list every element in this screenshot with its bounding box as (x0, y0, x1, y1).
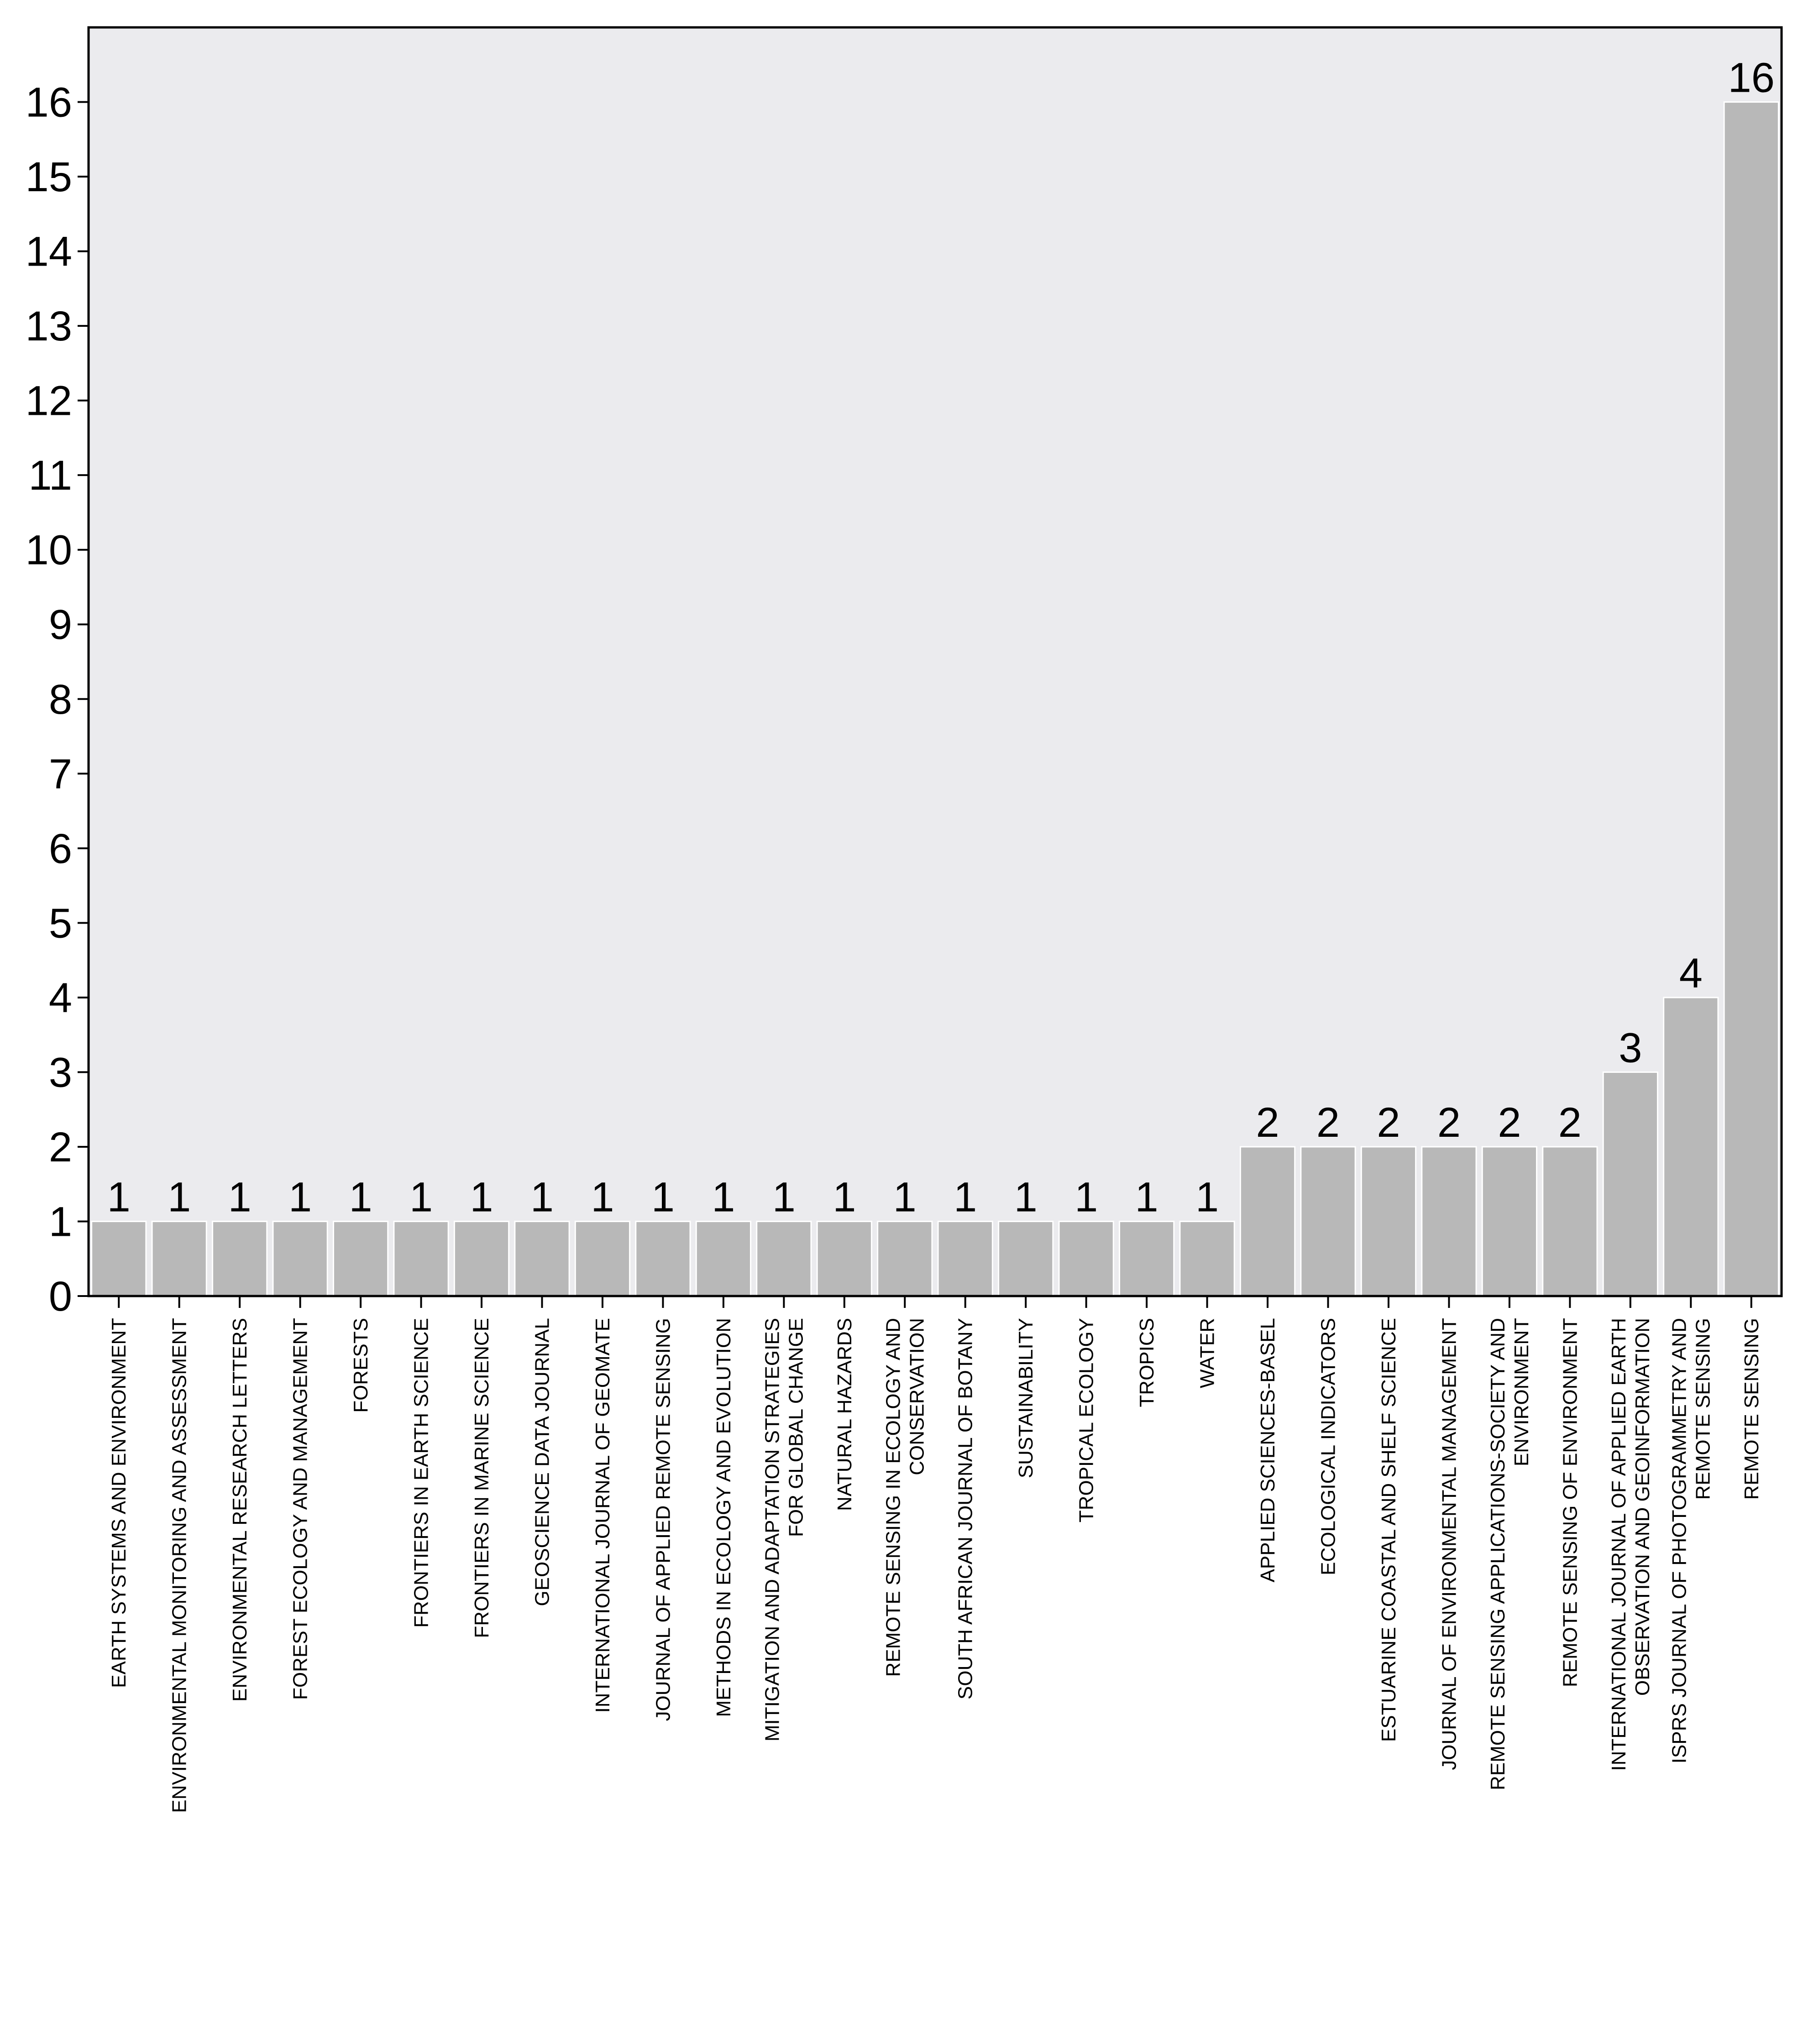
x-tick-label (592, 1318, 614, 1713)
x-tick-label (713, 1318, 735, 1717)
x-tick-label-line: FRONTIERS IN EARTH SCIENCE (410, 1318, 433, 1628)
x-tick-label-line: INTERNATIONAL JOURNAL OF GEOMATE (591, 1318, 614, 1713)
x-tick-label-line: SOUTH AFRICAN JOURNAL OF BOTANY (954, 1318, 977, 1700)
x-tick-label-line: JOURNAL OF APPLIED REMOTE SENSING (652, 1318, 675, 1721)
y-tick-label: 16 (25, 79, 72, 126)
x-tick-label-line: FOR GLOBAL CHANGE (785, 1318, 807, 1537)
bar-value-label: 1 (833, 1174, 856, 1221)
y-tick-label: 6 (48, 825, 72, 872)
x-tick-label-line: REMOTE SENSING (1740, 1318, 1763, 1500)
bar (575, 1221, 629, 1296)
x-tick-label (1608, 1318, 1654, 1771)
y-tick-label: 0 (48, 1273, 72, 1320)
x-tick-label (1740, 1318, 1763, 1500)
x-tick-label-line: WATER (1196, 1318, 1219, 1388)
x-tick-label (833, 1318, 856, 1511)
bar (636, 1221, 690, 1296)
x-tick-label-line: TROPICS (1136, 1318, 1158, 1407)
bar-value-label: 1 (1195, 1174, 1219, 1221)
x-tick-label-line: CONSERVATION (906, 1318, 928, 1475)
x-tick-label (289, 1318, 312, 1700)
x-tick-label (1136, 1318, 1158, 1407)
y-tick-label: 11 (28, 452, 72, 499)
x-tick-label (1438, 1318, 1460, 1770)
x-tick-label-line: ENVIRONMENT (1510, 1318, 1533, 1467)
bar-value-label: 4 (1679, 950, 1703, 997)
x-tick-label (1378, 1318, 1400, 1742)
bar-value-label: 2 (1256, 1099, 1279, 1146)
bar (1664, 998, 1718, 1296)
x-tick-label (1196, 1318, 1219, 1388)
x-tick-label (761, 1318, 807, 1741)
x-tick-label-line: INTERNATIONAL JOURNAL OF APPLIED EARTH (1607, 1318, 1630, 1771)
bar (878, 1221, 932, 1296)
x-tick-label (1257, 1318, 1279, 1583)
bar-value-label: 1 (1074, 1174, 1098, 1221)
y-tick-label: 3 (48, 1049, 72, 1096)
x-tick-label-line: TROPICAL ECOLOGY (1075, 1318, 1098, 1523)
x-tick-label (1317, 1318, 1340, 1575)
y-tick-label: 9 (48, 601, 72, 648)
bar-value-label: 1 (168, 1174, 191, 1221)
x-tick-label (108, 1318, 130, 1688)
bar-value-label: 1 (288, 1174, 312, 1221)
y-tick-label: 4 (48, 974, 72, 1021)
bar (938, 1221, 992, 1296)
bar-value-label: 1 (893, 1174, 917, 1221)
x-tick-label (350, 1318, 372, 1413)
x-tick-label-line: ISPRS JOURNAL OF PHOTOGRAMMETRY AND (1668, 1318, 1691, 1764)
bar (92, 1221, 146, 1296)
bar-value-label: 3 (1619, 1025, 1642, 1072)
x-tick-label-line: OBSERVATION AND GEOINFORMATION (1631, 1318, 1654, 1696)
x-tick-label-line: METHODS IN ECOLOGY AND EVOLUTION (712, 1318, 735, 1717)
y-tick-label: 8 (48, 676, 72, 723)
x-tick-label (229, 1318, 251, 1702)
x-tick-label-line: ECOLOGICAL INDICATORS (1317, 1318, 1340, 1575)
bar-value-label: 1 (772, 1174, 796, 1221)
bar-value-label: 1 (1014, 1174, 1038, 1221)
y-tick-label: 12 (25, 377, 72, 424)
x-tick-label-line: EARTH SYSTEMS AND ENVIRONMENT (108, 1318, 131, 1688)
x-tick-label (1075, 1318, 1098, 1522)
x-tick-label-line: MITIGATION AND ADAPTATION STRATEGIES (761, 1318, 784, 1742)
bar (817, 1221, 871, 1296)
bar-value-label: 16 (1728, 54, 1775, 101)
bar (1482, 1147, 1536, 1296)
x-axis (108, 1296, 1763, 1813)
bar (696, 1221, 750, 1296)
x-tick-label-line: ENVIRONMENTAL RESEARCH LETTERS (229, 1318, 252, 1702)
x-tick-label-line: REMOTE SENSING OF ENVIRONMENT (1559, 1318, 1582, 1688)
bar (333, 1221, 388, 1296)
x-tick-label-line: ESTUARINE COASTAL AND SHELF SCIENCE (1377, 1318, 1400, 1742)
bar (1361, 1147, 1415, 1296)
x-tick-label (954, 1318, 977, 1699)
bar-value-label: 1 (1135, 1174, 1158, 1221)
bar (1240, 1147, 1295, 1296)
bar (152, 1221, 206, 1296)
x-tick-label-line: REMOTE SENSING (1692, 1318, 1714, 1500)
x-tick-label (1015, 1318, 1037, 1478)
y-tick-label: 7 (48, 751, 72, 798)
x-tick-label (168, 1318, 191, 1813)
x-tick-label (1668, 1318, 1714, 1763)
bar (213, 1221, 267, 1296)
y-tick-label: 10 (25, 527, 72, 574)
bar-value-label: 2 (1558, 1099, 1582, 1146)
bar-value-label: 1 (470, 1174, 493, 1221)
bar-value-label: 1 (107, 1174, 131, 1221)
x-tick-label-line: SUSTAINABILITY (1015, 1318, 1038, 1479)
bar (1301, 1147, 1355, 1296)
bar-value-label: 1 (228, 1174, 252, 1221)
bar-value-label: 1 (712, 1174, 735, 1221)
x-tick-label (1487, 1318, 1533, 1790)
bar (454, 1221, 508, 1296)
bar (1422, 1147, 1476, 1296)
bar-value-label: 1 (349, 1174, 372, 1221)
bar-value-label: 1 (954, 1174, 977, 1221)
x-tick-label (652, 1318, 674, 1721)
bar (515, 1221, 569, 1296)
x-tick-label-line: REMOTE SENSING IN ECOLOGY AND (882, 1318, 905, 1677)
x-tick-label-line: FOREST ECOLOGY AND MANAGEMENT (289, 1318, 312, 1700)
x-tick-label (1559, 1318, 1581, 1687)
y-tick-label: 15 (25, 154, 72, 201)
x-tick-label (471, 1318, 493, 1638)
y-tick-label: 5 (48, 900, 72, 947)
x-tick-label (531, 1318, 553, 1606)
x-tick-label-line: FRONTIERS IN MARINE SCIENCE (471, 1318, 493, 1638)
x-tick-label (882, 1318, 928, 1677)
bar-value-label: 1 (591, 1174, 614, 1221)
bar (757, 1221, 811, 1296)
bar-value-label: 1 (530, 1174, 554, 1221)
bar-value-label: 2 (1498, 1099, 1521, 1146)
bar (1059, 1221, 1113, 1296)
bar (1180, 1221, 1234, 1296)
x-tick-label-line: FORESTS (350, 1318, 372, 1413)
bar (1120, 1221, 1174, 1296)
x-tick-label-line: APPLIED SCIENCES-BASEL (1257, 1318, 1279, 1583)
bar-value-label: 2 (1377, 1099, 1400, 1146)
x-tick-label-line: ENVIRONMENTAL MONITORING AND ASSESSMENT (168, 1318, 191, 1813)
x-tick-label-line: JOURNAL OF ENVIRONMENTAL MANAGEMENT (1438, 1318, 1461, 1770)
x-tick-label-line: NATURAL HAZARDS (833, 1318, 856, 1511)
y-tick-label: 2 (48, 1124, 72, 1171)
plot-panel (89, 27, 1782, 1296)
y-tick-label: 13 (25, 303, 72, 350)
bar (273, 1221, 327, 1296)
y-axis (26, 79, 89, 1320)
x-tick-label-line: GEOSCIENCE DATA JOURNAL (531, 1318, 554, 1606)
bar-value-label: 2 (1437, 1099, 1461, 1146)
x-tick-label-line: REMOTE SENSING APPLICATIONS-SOCIETY AND (1486, 1318, 1509, 1791)
bar (999, 1221, 1053, 1296)
bar (1724, 102, 1778, 1296)
bar (1603, 1072, 1657, 1296)
bar (1543, 1147, 1597, 1296)
bar-value-label: 2 (1316, 1099, 1340, 1146)
y-tick-label: 1 (48, 1198, 72, 1245)
bar-value-label: 1 (409, 1174, 433, 1221)
y-tick-label: 14 (25, 228, 72, 275)
x-tick-label (410, 1318, 433, 1628)
bar (394, 1221, 448, 1296)
bar-value-label: 1 (651, 1174, 675, 1221)
